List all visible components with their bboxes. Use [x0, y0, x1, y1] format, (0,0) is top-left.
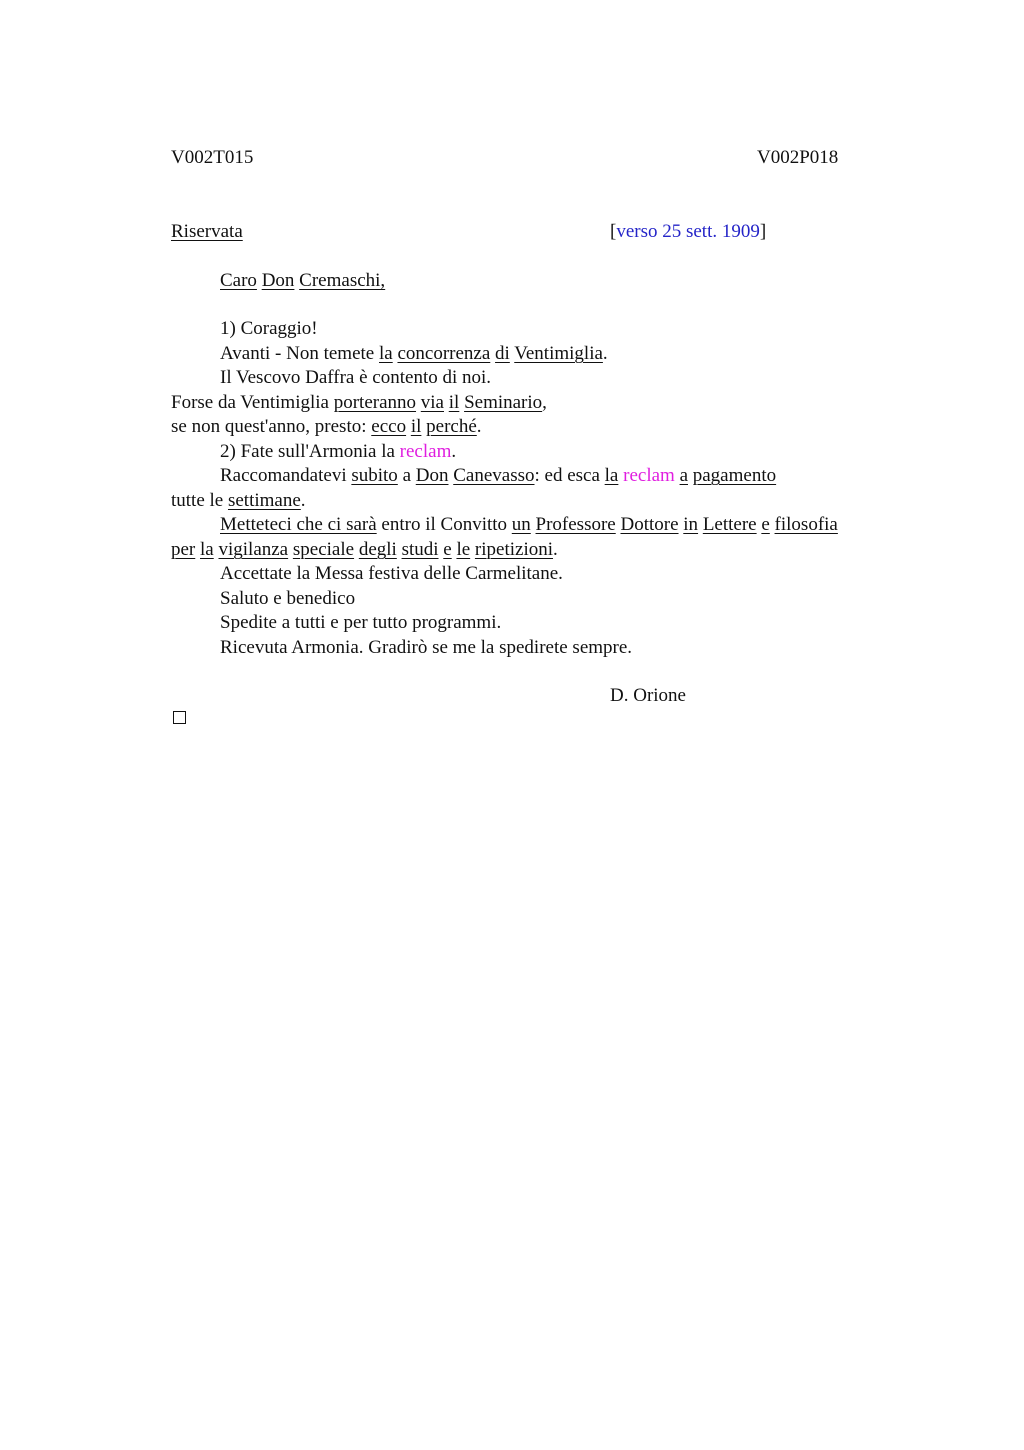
text-run: di: [495, 343, 510, 364]
body-line-8: [171, 489, 306, 513]
salutation: [220, 269, 385, 293]
text-run: perché: [426, 416, 477, 437]
text-run: tutte le: [171, 490, 228, 511]
volume-code-right: V002P018: [757, 147, 839, 168]
text-run: ,: [542, 392, 547, 413]
body-line-9: [220, 513, 838, 537]
date-bracket-close: ]: [759, 221, 767, 242]
body-line-4: [171, 391, 547, 415]
reclam-highlight: reclam: [623, 465, 675, 486]
text-run: a: [397, 465, 416, 486]
text-run: le: [456, 539, 471, 560]
text-run: Seminario: [464, 392, 543, 413]
text-run: la: [379, 343, 393, 364]
text-run: e: [443, 539, 452, 560]
text-run: .: [300, 490, 306, 511]
text-run: un: [511, 514, 531, 535]
text-run: Avanti - Non temete: [220, 343, 379, 364]
text-run: a: [679, 465, 688, 486]
body-line-13: Spedite a tutti e per tutto programmi.: [220, 612, 502, 633]
text-run: in: [683, 514, 699, 535]
text-run: settimane: [227, 490, 301, 511]
body-line-14: Ricevuta Armonia. Gradirò se me la spedirete sempre.: [220, 637, 633, 658]
text-run: Canevasso: [453, 465, 535, 486]
date-bracket-open: [: [610, 221, 617, 242]
text-run: : ed esca: [534, 465, 605, 486]
text-run: via: [420, 392, 444, 413]
body-line-6: [220, 440, 456, 464]
text-run: .: [476, 416, 482, 437]
text-run: studi: [401, 539, 439, 560]
text-run: subito: [351, 465, 398, 486]
text-run: e: [761, 514, 770, 535]
salutation-word: Cremaschi,: [299, 270, 386, 291]
salutation-word: Caro: [220, 270, 257, 291]
text-run: .: [451, 441, 457, 462]
body-line-12: Saluto e benedico: [220, 588, 356, 609]
body-line-3: Il Vescovo Daffra è contento di noi.: [220, 367, 492, 388]
text-run: Professore: [535, 514, 616, 535]
text-run: speciale: [292, 539, 355, 560]
body-line-10: [171, 538, 558, 562]
body-line-7: [220, 464, 776, 488]
text-run: Dottore: [620, 514, 679, 535]
body-line-11: Accettate la Messa festiva delle Carmelitane.: [220, 563, 563, 584]
date-note: [610, 220, 766, 244]
text-run: Forse da Ventimiglia: [171, 392, 334, 413]
text-run: Raccomandatevi: [220, 465, 352, 486]
text-run: .: [602, 343, 608, 364]
text-run: 2) Fate sull'Armonia la: [220, 441, 400, 462]
text-run: filosofia: [774, 514, 838, 535]
text-run: concorrenza: [397, 343, 491, 364]
text-run: per: [171, 539, 196, 560]
body-line-1: 1) Coraggio!: [220, 318, 318, 339]
letter-body: [171, 316, 931, 716]
text-run: la: [604, 465, 619, 486]
text-run: vigilanza: [218, 539, 289, 560]
date-text: verso 25 sett. 1909: [616, 221, 760, 242]
text-run: se non quest'anno, presto:: [171, 416, 372, 437]
text-run: ripetizioni: [474, 539, 554, 560]
text-run: il: [410, 416, 422, 437]
salutation-word: Don: [261, 270, 295, 291]
text-run: Don: [415, 465, 449, 486]
text-run: la: [200, 539, 214, 560]
text-run: Lettere: [702, 514, 757, 535]
text-run: Metteteci che ci sarà: [220, 514, 377, 535]
text-run: porteranno: [333, 392, 417, 413]
body-line-2: [220, 342, 608, 366]
text-run: degli: [358, 539, 397, 560]
text-run: entro il Convitto: [376, 514, 512, 535]
text-run: .: [553, 539, 558, 560]
confidential-label: Riservata: [171, 221, 243, 242]
reclam-highlight: reclam: [399, 441, 452, 462]
text-run: ecco: [371, 416, 407, 437]
text-run: il: [448, 392, 460, 413]
volume-code-left: V002T015: [171, 147, 254, 168]
text-run: Ventimiglia: [514, 343, 603, 364]
signature: D. Orione: [610, 685, 686, 706]
body-line-5: [171, 415, 482, 439]
square-outline-icon: [173, 711, 186, 724]
text-run: pagamento: [692, 465, 777, 486]
